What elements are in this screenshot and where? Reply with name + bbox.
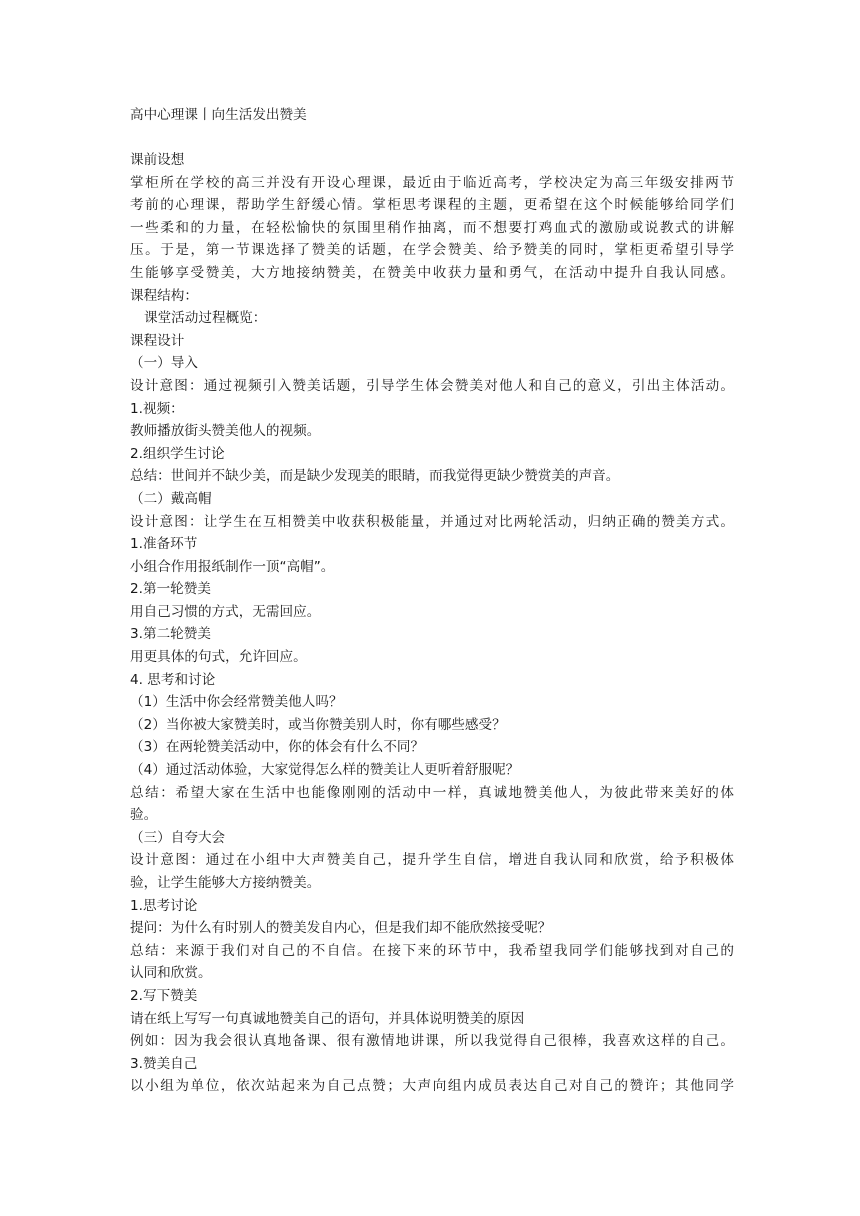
text-line: 验。	[130, 807, 158, 824]
text-line: （三）自夸大会	[130, 829, 226, 846]
text-line: 认同和欣赏。	[130, 965, 212, 982]
text-line: 掌柜所在学校的高三并没有开设心理课，最近由于临近高考，学校决定为高三年级安排两节	[130, 174, 734, 191]
text-line: 1.视频：	[130, 400, 184, 417]
text-line: 一些柔和的力量，在轻松愉快的氛围里稍作抽离，而不想要打鸡血式的激励或说教式的讲解	[130, 219, 734, 236]
text-line: 4. 思考和讨论	[130, 671, 216, 688]
document-title: 高中心理课丨向生活发出赞美	[130, 107, 307, 123]
document-body	[130, 149, 734, 1098]
text-line: 2.组织学生讨论	[130, 445, 225, 462]
text-line: 验，让学生能够大方接纳赞美。	[130, 875, 321, 891]
text-line: （2）当你被大家赞美时，或当你赞美别人时，你有哪些感受？	[130, 716, 506, 733]
text-line: 总结：世间并不缺少美，而是缺少发现美的眼睛，而我觉得更缺少赞赏美的声音。	[130, 468, 620, 485]
text-line: 1.准备环节	[130, 536, 198, 553]
text-line: （3）在两轮赞美活动中，你的体会有什么不同？	[130, 739, 425, 756]
text-line: 压。于是，第一节课选择了赞美的话题，在学会赞美、给予赞美的同时，掌柜更希望引导学	[130, 242, 734, 259]
text-line: 2.第一轮赞美	[130, 581, 211, 598]
document-page	[130, 104, 734, 1098]
text-line: 例如：因为我会很认真地备课、很有激情地讲课，所以我觉得自己很棒，我喜欢这样的自己。	[130, 1033, 734, 1050]
text-line: 设计意图：让学生在互相赞美中收获积极能量，并通过对比两轮活动，归纳正确的赞美方式。	[130, 513, 734, 530]
text-line: 1.思考讨论	[130, 897, 198, 914]
text-line: 课堂活动过程概览：	[144, 310, 267, 327]
text-line: 设计意图：通过在小组中大声赞美自己，提升学生自信，增进自我认同和欣赏，给予积极体	[130, 852, 734, 869]
text-line: 用自己习惯的方式，无需回应。	[130, 603, 321, 620]
text-line: 3.赞美自己	[130, 1055, 198, 1072]
text-line: 用更具体的句式，允许回应。	[130, 649, 307, 666]
text-line: 课前设想	[130, 152, 185, 168]
text-line: （1）生活中你会经常赞美他人吗？	[130, 694, 343, 711]
text-line: （4）通过活动体验，大家觉得怎么样的赞美让人更听着舒服呢？	[130, 762, 520, 779]
text-line: 以小组为单位，依次站起来为自己点赞；大声向组内成员表达自己对自己的赞许；其他同学	[130, 1078, 734, 1095]
text-line: 请在纸上写写一句真诚地赞美自己的语句，并具体说明赞美的原因	[130, 1010, 525, 1027]
text-line: 3.第二轮赞美	[130, 626, 211, 643]
text-line: 2.写下赞美	[130, 987, 198, 1004]
text-line: （二）戴高帽	[130, 490, 212, 507]
text-line: 设计意图：通过视频引入赞美话题，引导学生体会赞美对他人和自己的意义，引出主体活动。	[130, 377, 734, 394]
text-line: 生能够享受赞美，大方地接纳赞美，在赞美中收获力量和勇气，在活动中提升自我认同感。	[130, 264, 734, 281]
text-line: 课程结构：	[130, 287, 198, 304]
text-line: 考前的心理课，帮助学生舒缓心情。掌柜思考课程的主题，更希望在这个时候能够给同学们	[130, 197, 734, 214]
text-line: （一）导入	[130, 355, 198, 372]
text-line: 教师播放街头赞美他人的视频。	[130, 423, 321, 440]
text-line: 总结：希望大家在生活中也能像刚刚的活动中一样，真诚地赞美他人，为彼此带来美好的体	[130, 784, 734, 801]
text-line: 总结：来源于我们对自己的不自信。在接下来的环节中，我希望我同学们能够找到对自己的	[130, 942, 734, 959]
text-line: 提问：为什么有时别人的赞美发自内心，但是我们却不能欣然接受呢？	[130, 920, 552, 937]
text-line: 小组合作用报纸制作一顶“高帽”。	[130, 558, 335, 575]
text-line: 课程设计	[130, 332, 185, 349]
